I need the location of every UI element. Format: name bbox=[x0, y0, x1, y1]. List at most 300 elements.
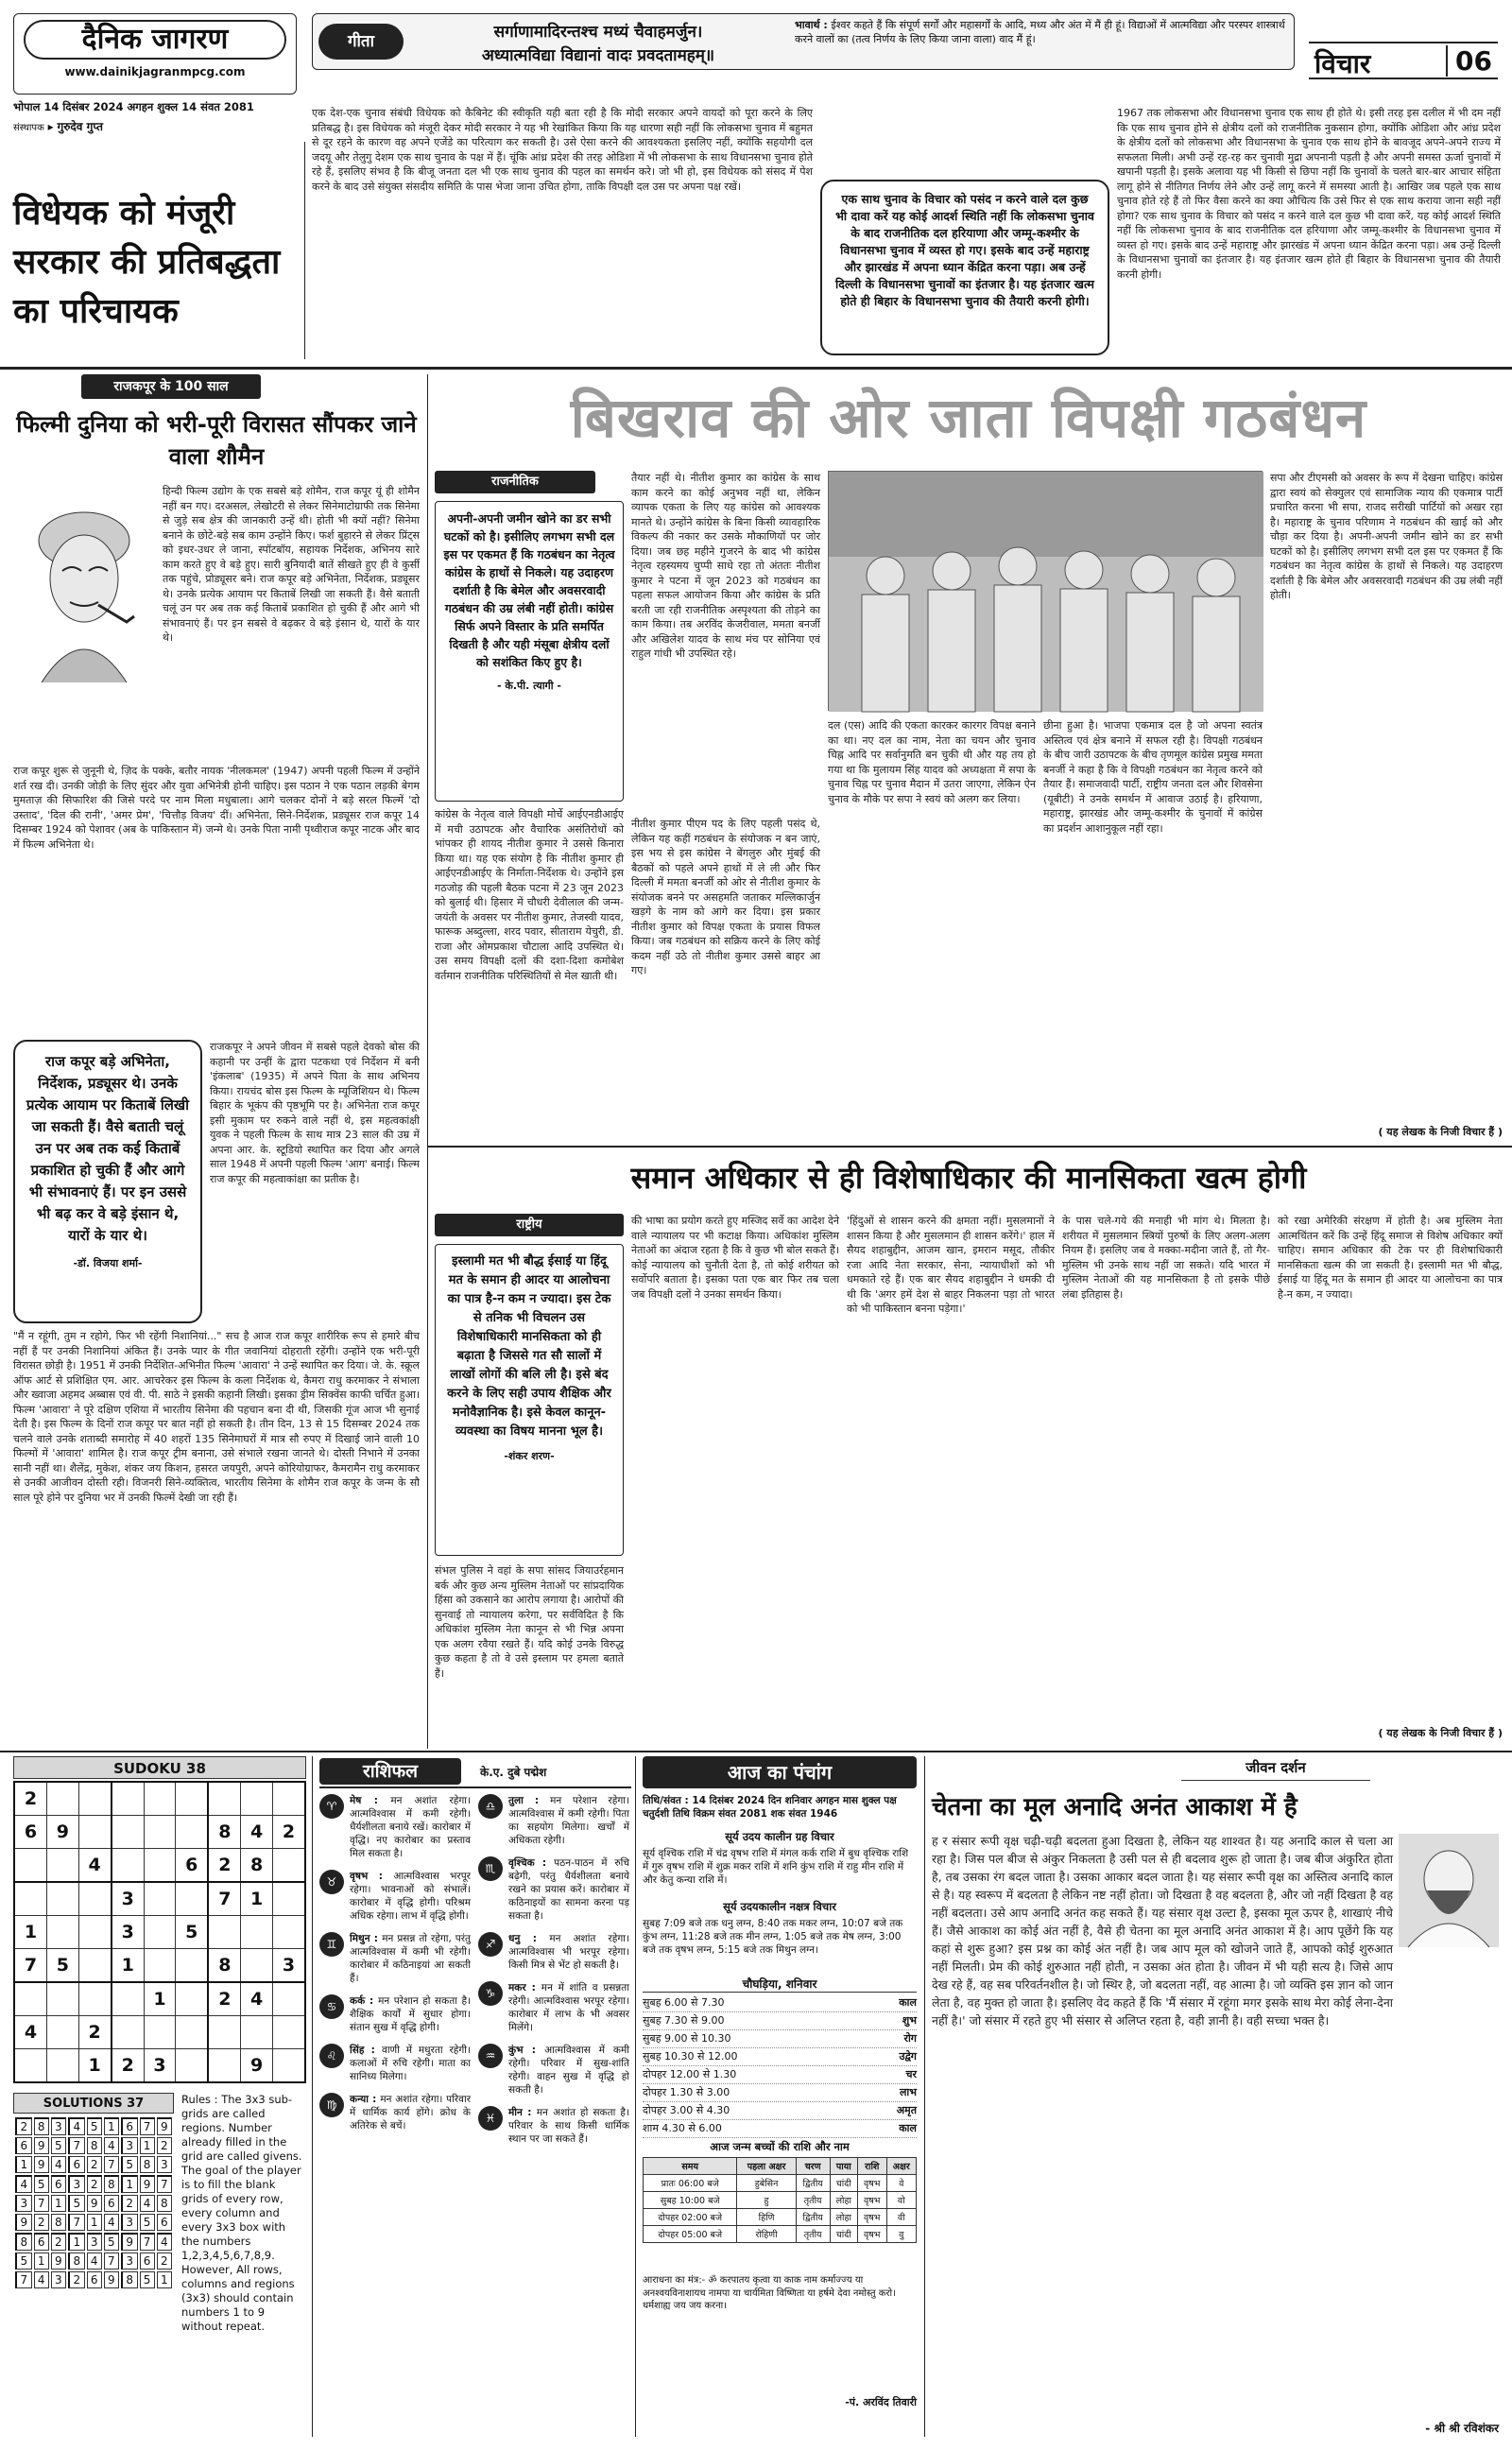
samaan-tag: राष्ट्रीय bbox=[435, 1214, 624, 1236]
sudoku-cell[interactable]: 3 bbox=[112, 1882, 145, 1916]
rashi-entry bbox=[319, 2044, 471, 2083]
solution-cell: 1 bbox=[87, 2214, 102, 2231]
solution-cell: 9 bbox=[140, 2175, 155, 2193]
choghadiya-row bbox=[643, 2066, 917, 2084]
samaan-headline: समान अधिकार से ही विशेषाधिकार की मानसिकता खत्म होगी bbox=[630, 1160, 1307, 1196]
sudoku-cell[interactable] bbox=[144, 1816, 176, 1849]
solution-cell: 1 bbox=[157, 2271, 172, 2288]
sudoku-cell[interactable] bbox=[241, 2016, 273, 2049]
solution-cell: 3 bbox=[157, 2156, 172, 2173]
solution-cell: 7 bbox=[68, 2137, 85, 2154]
rashi-prediction: मन अशांत हो सकता है। परिवार के साथ किसी धार्मिक स्थान पर जा सकते हैं। bbox=[508, 2107, 629, 2145]
rashifal-col-1 bbox=[319, 1794, 471, 2418]
born-table-cell: तृतीय bbox=[796, 2226, 830, 2243]
choghadiya-name: रोग bbox=[903, 2032, 917, 2045]
choghadiya-time: दोपहर 12.00 से 1.30 bbox=[643, 2068, 737, 2080]
rajkapoor-portrait-sketch bbox=[13, 484, 155, 682]
choghadiya-name: चर bbox=[905, 2068, 917, 2080]
born-table-header: राशि bbox=[857, 2158, 886, 2175]
sudoku-cell[interactable] bbox=[272, 1848, 305, 1882]
table-row bbox=[644, 2209, 917, 2226]
sudoku-cell[interactable]: 2 bbox=[208, 1848, 241, 1882]
rashi-entry bbox=[478, 2044, 629, 2097]
solution-cell: 3 bbox=[51, 2271, 66, 2288]
sudoku-cell[interactable] bbox=[272, 2048, 305, 2082]
solution-cell: 6 bbox=[87, 2271, 102, 2288]
sudoku-cell[interactable]: 4 bbox=[78, 1848, 112, 1882]
rashi-prediction: मन परेशान हो सकता है। शैक्षिक कार्यों में सुधार होगा। संतान सुख में वृद्धि होगी। bbox=[350, 1995, 472, 2033]
sudoku-cell[interactable] bbox=[47, 2016, 79, 2049]
rashi-text bbox=[350, 1870, 471, 1923]
panchang-intro: तिथि/संवत : 14 दिसंबर 2024 दिन शनिवार अगहन मास शुक्ल पक्ष चतुर्दशी तिथि विक्रम संवत 2081 शक संवत 1946 bbox=[643, 1795, 897, 1820]
choghadiya-row bbox=[643, 2048, 917, 2066]
sudoku-cell[interactable]: 3 bbox=[144, 2048, 176, 2082]
choghadiya-time: सुबह 6.00 से 7.30 bbox=[643, 1996, 725, 2009]
solution-cell: 6 bbox=[157, 2214, 172, 2231]
sudoku-cell[interactable] bbox=[47, 1982, 79, 2016]
sudoku-cell[interactable] bbox=[208, 2016, 241, 2049]
zodiac-icon: ♈ bbox=[319, 1794, 344, 1819]
born-table-cell: वे bbox=[886, 2175, 916, 2192]
choghadiya-time: दोपहर 1.30 से 3.00 bbox=[643, 2086, 730, 2098]
solution-cell: 4 bbox=[157, 2233, 172, 2251]
solution-cell: 2 bbox=[68, 2271, 85, 2288]
solution-cell: 7 bbox=[68, 2214, 85, 2231]
sudoku-cell[interactable]: 1 bbox=[112, 1948, 145, 1982]
sudoku-cell[interactable] bbox=[78, 1982, 112, 2016]
gita-box bbox=[312, 13, 1295, 70]
rashifal-title: राशिफल bbox=[362, 1761, 419, 1782]
divider bbox=[427, 374, 428, 1749]
sudoku-cell[interactable] bbox=[112, 1848, 145, 1882]
sudoku-cell[interactable]: 8 bbox=[208, 1816, 241, 1849]
divider bbox=[427, 1146, 1512, 1148]
choghadiya-time: सुबह 9.00 से 10.30 bbox=[643, 2032, 731, 2045]
sudoku-cell[interactable] bbox=[272, 1982, 305, 2016]
choghadiya-name: काल bbox=[899, 2122, 917, 2134]
rashi-entry bbox=[319, 1870, 471, 1923]
born-table-cell: द्वितीय bbox=[796, 2209, 830, 2226]
sudoku-cell[interactable]: 4 bbox=[241, 1982, 273, 2016]
solution-cell: 5 bbox=[104, 2233, 119, 2251]
rajkapoor-portrait bbox=[13, 484, 155, 682]
rashi-name: धनु : bbox=[508, 1933, 550, 1944]
solution-cell: 8 bbox=[68, 2253, 85, 2270]
divider bbox=[304, 142, 305, 359]
sudoku-cell[interactable]: 2 bbox=[14, 1782, 47, 1816]
solution-cell: 6 bbox=[51, 2175, 66, 2193]
choghadiya-row bbox=[643, 2012, 917, 2030]
sudoku-cell[interactable]: 3 bbox=[112, 1916, 145, 1949]
sudoku-cell[interactable] bbox=[78, 1882, 112, 1916]
solution-cell: 2 bbox=[34, 2214, 49, 2231]
rashi-entry bbox=[478, 1856, 629, 1923]
sudoku-cell[interactable]: 1 bbox=[144, 1982, 176, 2016]
samaan-col-2: की भाषा का प्रयोग करते हुए मस्जिद सर्वे का आदेश देने वाले न्यायालय पर भी कटाक्ष किया। अधिकांश मुस्लिम नेताओं का अंदाज रहता है कि वे कुछ भी बोल सकते हैं। कोई न्यायालय को चुनौती देता है, तो कोई शरीयत को सर्वोपरि बताता है। इसका पता एक बार फिर तब चला जब विपक्षी दलों ने उनका समर्थन किया। bbox=[631, 1215, 843, 1301]
rashi-prediction: वाणी में मधुरता रहेगी। कलाओं में रुचि रहेगी। माता का सानिध्य मिलेगा। bbox=[350, 2045, 471, 2082]
rashi-name: मेष : bbox=[350, 1795, 391, 1806]
solution-cell: 3 bbox=[51, 2117, 66, 2135]
samaan-col-3: 'हिंदुओं से शासन करने की क्षमता नहीं। मुसलमानों ने शासन किया है और मुसलमान ही शासन करेंगे।' हाल में सैयद शहाबुद्दीन, आजम खान, इमरान मसूद, तौकीर रजा आदि नेता सरकार, सेना, न्यायाधीशों को भी धमकाते रहे हैं। एक बार सैयद शहाबुद्दीन ने धमकी दी थी कि 'अगर हमें देश से बाहर निकलना पड़ा तो भारत को भी पाकिस्तान बनना पड़ेगा।' bbox=[847, 1215, 1058, 1315]
sudoku-cell[interactable]: 8 bbox=[241, 1848, 273, 1882]
solution-cell: 2 bbox=[87, 2156, 102, 2173]
rashi-entry bbox=[319, 1932, 471, 1985]
rashi-prediction: मन में शांति व प्रसन्नता रहेगी। आत्मविश्वास भरपूर रहेगा। कारोबार में लाभ के भी अवसर मिलेंगे। bbox=[508, 1982, 629, 2033]
rashi-name: मीन : bbox=[508, 2107, 537, 2118]
born-table-header: चरण bbox=[796, 2158, 830, 2175]
solutions-title: SOLUTIONS 37 bbox=[43, 2097, 145, 2111]
sudoku-cell[interactable] bbox=[208, 1916, 241, 1949]
sudoku-cell[interactable]: 1 bbox=[78, 2048, 112, 2082]
rashi-name: मकर : bbox=[508, 1982, 541, 1994]
gathbandhan-col-2: तैयार नहीं थे। नीतीश कुमार का कांग्रेस के साथ काम करने का कोई अनुभव नहीं था, लेकिन व्यापक एकता के लिए यह कांग्रेस को आवश्यक मानते थे। उन्होंने कांग्रेस के बिना किसी व्यावहारिक विकल्प की नकार कर उसके मौकाणियों पर जोर दिया। जब छह महीने गुजरने के बाद भी कांग्रेस नेतृत्व रहस्यमय चुप्पी साधे रहा तो अंततः नीतीश कुमार ने पटना में जून 2023 को गठबंधन का पहला सफल आयोजन किया और कांग्रेस के प्रति बरती जा रही राजनीतिक अस्पृश्यता की तोड़ने का काम किया। तब अरविंद केजरीवाल, ममता बनर्जी और अखिलेश यादव के साथ मंच पर सोनिया एवं राहुल गांधी भी उपस्थित रहे। bbox=[631, 472, 824, 660]
choghadiya-name: लाभ bbox=[899, 2086, 917, 2098]
jeevan-tag: जीवन दर्शन bbox=[1246, 1759, 1306, 1776]
sudoku-cell[interactable] bbox=[14, 1848, 47, 1882]
sudoku-cell[interactable] bbox=[241, 1916, 273, 1949]
rajkapoor-tag: राजकपूर के 100 साल bbox=[81, 374, 261, 399]
born-table-cell: रोहिणी bbox=[737, 2226, 796, 2243]
sudoku-cell[interactable] bbox=[208, 2048, 241, 2082]
divider bbox=[0, 367, 1512, 370]
zodiac-icon: ♐ bbox=[478, 1932, 503, 1957]
rashi-prediction: मन अशांत रहेगा। परिवार में धार्मिक कार्य होंगे। क्रोध के अतिरेक से बचें। bbox=[350, 2094, 472, 2132]
gathbandhan-pull-quote-text: अपनी-अपनी जमीन खोने का डर सभी घटकों को है। इसीलिए लगभग सभी दल इस पर एकमत हैं कि गठबंधन का नेतृत्व कांग्रेस के हाथों से निकले। यह उदाहरण दर्शाती है कि बेमेल और अवसरवादी गठबंधन की उम्र लंबी नहीं होती। कांग्रेस सिर्फ अपने विस्तार के प्रति समर्पित दिखती है और यही मंसूबा क्षेत्रीय दलों को सशंकित किए हुए है। bbox=[443, 511, 615, 669]
sudoku-cell[interactable] bbox=[176, 1948, 209, 1982]
born-table-cell: वी bbox=[886, 2209, 916, 2226]
divider bbox=[924, 1756, 925, 2437]
solution-cell: 4 bbox=[34, 2271, 49, 2288]
sudoku-cell[interactable]: 9 bbox=[47, 1816, 79, 1849]
gathbandhan-tag: राजनीतिक bbox=[435, 471, 595, 493]
born-table-cell: हुबेसिन bbox=[737, 2175, 796, 2192]
sudoku-cell[interactable] bbox=[47, 1916, 79, 1949]
rashi-name: कन्या : bbox=[350, 2094, 381, 2105]
gathbandhan-col-5: छीना हुआ है। भाजपा एकमात्र दल है जो अपना स्वतंत्र अस्तित्व एवं क्षेत्र बनाने में सफल रही है। विपक्षी गठबंधन के बीच जारी उठापटक के बीच तृणमूल कांग्रेस प्रमुख ममता बनर्जी ने कहा है कि वे विपक्षी गठबंधन का नेतृत्व करने को तैयार हैं। समाजवादी पार्टी, राष्ट्रीय जनता दल और शिवसेना (यूबीटी) ने उनके समर्थन में आवाज उठाई है। हरियाणा, महाराष्ट्र, झारखंड और जम्मू-कश्मीर के चुनावों में कांग्रेस का प्रदर्शन आशानुकूल नहीं रहा। bbox=[1043, 719, 1266, 835]
sudoku-cell[interactable] bbox=[241, 1948, 273, 1982]
gathbandhan-quote-author: - के.पी. त्यागी - bbox=[497, 680, 561, 692]
gathbandhan-pull-quote bbox=[435, 501, 624, 802]
sudoku-cell[interactable] bbox=[272, 1782, 305, 1816]
solution-cell: 4 bbox=[68, 2117, 85, 2135]
panchang-aradhana: आराधना का मंत्र:- ॐ करपातय कृत्वा या काक नाम कर्माज्ज्य या अनश्वयविनाशायच नामपा या चार्यमिता विष्णिता या हर्षमे देवा नमोस्तु करो। धर्मशाह्य जय जय करना। bbox=[643, 2275, 896, 2311]
rajkapoor-body-3: राजकपूर ने अपने जीवन में सबसे पहले देवको बोस की कहानी पर उन्हीं के द्वारा पटकथा एवं निर्देशन में बनी 'इंकलाब' (1935) में अपने पिता के साथ अभिनय किया। रायचंद बोस इस फिल्म के म्यूजिशियन थे। फिल्म बिहार के भूकंप की पृष्ठभूमि पर है। अभिनेता राज कपूर इसी मुकाम पर रुकने वाले नहीं थे, इस महत्वकांक्षी युवक ने पहली फिल्म के साथ मात्र 23 साल की उम्र में अपना आर. के. स्टूडियो स्थापित कर दिया और अगले साल 1948 में अपनी पहली फिल्म 'आग' बनाई। फिल्म राज कपूर की महत्वाकांक्षा का प्रतीक है। bbox=[210, 1041, 423, 1185]
samaan-disclaimer: ( यह लेखक के निजी विचार हैं ) bbox=[1378, 1727, 1503, 1739]
masthead-logo-box bbox=[13, 13, 297, 95]
born-table-cell: लोहा bbox=[830, 2192, 857, 2209]
rashi-entry bbox=[478, 1932, 629, 1972]
sudoku-cell[interactable] bbox=[176, 2016, 209, 2049]
sudoku-cell[interactable] bbox=[176, 1982, 209, 2016]
solution-cell: 6 bbox=[121, 2117, 138, 2135]
sudoku-cell[interactable] bbox=[144, 1848, 176, 1882]
solution-cell: 1 bbox=[140, 2137, 155, 2154]
editorial-col-2: 1967 तक लोकसभा और विधानसभा चुनाव एक साथ ही होते थे। इसी तरह इस दलील में भी दम नहीं कि एक साथ चुनाव होने से क्षेत्रीय दलों को राजनीतिक नुकसान होगा, क्योंकि ओडिशा और आंध्र प्रदेश के क्षेत्रीय दलों को लोकसभा और विधानसभा के चुनाव एक साथ होने के बावजूद अपने-अपने राज्य में सफलता मिली। अभी उन्हें रह-रह कर चुनावी मुद्रा अपनानी पड़ती है और अपनी समस्त ऊर्जा चुनावों में खपानी पड़ती है। इसके अलावा यह भी किसी से छिपा नहीं कि चुनावों के चलते बार-बार आचार संहिता लागू होने से नीतिगत निर्णय लेने और उन्हें लागू करने में समस्या आती है। आखिर जब पहले एक साथ चुनाव होते रहे हैं तो फिर वैसा करने का क्या औचित्य कि उसे फिर से एक साथ कराया जाना सही नहीं होगा? एक साथ चुनाव के विचार को पसंद न करने वाले दल कुछ भी दावा करें, यह कोई आदर्श स्थिति नहीं कि लोकसभा चुनाव के बाद राजनीतिक दल हरियाणा और जम्मू-कश्मीर के विधानसभा चुनाव में व्यस्त हो गए। इसके बाद उन्हें महाराष्ट्र और झारखंड में अपना ध्यान केंद्रित करना पड़ा। अब उन्हें दिल्ली के विधानसभा चुनावों का इंतजार है। यह इंतजार खत्म होते ही बिहार के विधानसभा चुनाव की तैयारी करनी होगी। bbox=[1117, 107, 1504, 281]
bhavarth bbox=[795, 18, 1286, 46]
jeevan-portrait bbox=[1399, 1834, 1499, 1947]
born-table-cell: लोहा bbox=[830, 2209, 857, 2226]
sudoku-cell[interactable] bbox=[78, 1816, 112, 1849]
sudoku-cell[interactable] bbox=[241, 1782, 273, 1816]
rashi-entry bbox=[478, 1794, 629, 1847]
solution-cell: 1 bbox=[51, 2195, 66, 2212]
sudoku-cell[interactable] bbox=[144, 1948, 176, 1982]
rashi-name: तुला : bbox=[508, 1795, 551, 1806]
sudoku-cell[interactable]: 5 bbox=[47, 1948, 79, 1982]
panchang-lagna-text: सुबह 7:09 बजे तक धनु लग्न, 8:40 तक मकर लग्न, 10:07 बजे तक कुंभ लग्न, 11:28 बजे तक मीन लग्न, 1:05 बजे तक मेष लग्न, 3:00 बजे तक वृषभ लग्न, 5:15 बजे तक मिथुन लग्न। bbox=[643, 1918, 903, 1956]
sudoku-title: SUDOKU 38 bbox=[113, 1760, 206, 1777]
gita-shloka-1: सर्गाणामादिरन्तश्च मध्यं चैवाहमर्जुन। bbox=[493, 23, 703, 42]
jeevan-body: ह र संसार रूपी वृक्ष चढ़ी-चढ़ी बदलता हुआ दिखता है, लेकिन यह शाश्वत है। यह अनादि काल से चला आ रहा है। जिस पल बीज से अंकुर निकलता है उसी पल से ही बदलाव शुरू हो जाता है। जब बीज अंकुरित होता है, तब उसका रंग बदल जाता है। उसका आकार बदल जाता है। यह संसार रूपी वृक्ष का अस्तित्व अनादि काल से है। यह स्वरूप में बदलता है लेकिन नष्ट नहीं होता। जो दिखता है वह बदलता है, और जो नहीं दिखता है वह नहीं बदलता। उसे आप अनादि अनंत कह सकते हैं। यह संसार वृक्ष उल्टा है, इसका मूल ऊपर है, शाखाएं नीचे हैं। जैसे आकाश का कोई अंत नहीं है, वैसे ही चेतना का मूल अनादि अनंत आकाश में है। आप पूछेंगे कि यह कहां से शुरू हुआ? इस प्रश्न का कोई अंत नहीं है। जब आप मूल को खोजने जाते हैं, आपको कोई शुरुआत नहीं मिलती। प्रेम की कोई शुरुआत नहीं होती, न उसका अंत होता है। जीवन में भी यही सत्य है। जिसे आप देख रहे हैं, वह सब परिवर्तनशील है। जो स्थिर है, जो बदलता नहीं, वह आत्मा है। जो व्यक्ति इस ज्ञान को जान लेता है, वह मुक्त हो जाता है। इसलिए वेद कहते हैं कि 'मैं संसार में रहूंगा मगर इसके साथ मेरा कोई लेना-देना नहीं है।' जो संसार में रहते हुए भी संसार से अलिप्त रहता है, वही ज्ञानी है। वही सच्चा भक्त है। bbox=[932, 1834, 1397, 2028]
solution-cell: 9 bbox=[104, 2271, 119, 2288]
panchang-title: आज का पंचांग bbox=[727, 1761, 833, 1784]
solution-cell: 1 bbox=[34, 2253, 49, 2270]
solution-cell: 8 bbox=[104, 2175, 119, 2193]
solution-cell: 9 bbox=[157, 2117, 172, 2135]
solution-cell: 1 bbox=[104, 2117, 119, 2135]
sudoku-cell[interactable] bbox=[144, 2016, 176, 2049]
sudoku-cell[interactable]: 6 bbox=[14, 1816, 47, 1849]
born-table-cell: द्वितीय bbox=[796, 2175, 830, 2192]
paper-logo bbox=[24, 20, 286, 60]
jeevan-tag-box bbox=[1181, 1756, 1370, 1781]
sudoku-cell[interactable]: 9 bbox=[241, 2048, 273, 2082]
solution-cell: 9 bbox=[34, 2156, 49, 2173]
solution-cell: 9 bbox=[34, 2137, 49, 2154]
solution-cell: 2 bbox=[121, 2195, 138, 2212]
gathbandhan-col-6: सपा और टीएमसी को अवसर के रूप में देखना चाहिए। कांग्रेस द्वारा स्वयं को सेक्युलर एवं सामाजिक न्याय की एकमात्र पार्टी प्रचारित करना भी सपा, राजद सरीखी पार्टियों को अखर रहा है। महाराष्ट्र के चुनाव परिणाम ने गठबंधन की खाई को और चौड़ा कर दिया है। अपनी-अपनी जमीन खोने का डर सभी घटकों को है। इसीलिए लगभग सभी दल इस पर एकमत हैं कि गठबंधन का नेतृत्व कांग्रेस के हाथों से निकले। यह उदाहरण दर्शाती है कि बेमेल और अवसरवादी गठबंधन की उम्र लंबी नहीं होती। bbox=[1270, 472, 1506, 601]
choghadiya-list bbox=[643, 1994, 917, 2134]
zodiac-icon: ♋ bbox=[319, 1994, 344, 2019]
choghadiya-row bbox=[643, 2084, 917, 2102]
gathbandhan-col-4: दल (एस) आदि की एकता कारकर कारगर विपक्ष बनाने का था। नए दल का नाम, नेता का चयन और चुनाव चिह्न आदि पर सर्वानुमति बन चुकी थी और यह तय हो गया था कि मुलायम सिंह यादव को अध्यक्षता में सपा के चुनाव चिह्न पर चुनाव मैदान में उतरा जाएगा, लेकिन ऐन चुनाव के मौके पर सपा ने स्वयं को अलग कर लिया। bbox=[828, 719, 1040, 805]
sudoku-cell[interactable] bbox=[14, 2048, 47, 2082]
sudoku-cell[interactable] bbox=[144, 1782, 176, 1816]
born-table-header: अक्षर bbox=[886, 2158, 916, 2175]
solution-cell: 1 bbox=[15, 2156, 32, 2173]
sudoku-cell[interactable] bbox=[176, 1782, 209, 1816]
sudoku-cell[interactable] bbox=[208, 1782, 241, 1816]
dateline: भोपाल 14 दिसंबर 2024 अगहन शुक्ल 14 संवत 2081 bbox=[13, 100, 254, 113]
born-table-cell: प्रातः 06:00 बजे bbox=[644, 2175, 737, 2192]
panchang-sunrise-text: सूर्य वृश्चिक राशि में चंद्र वृषभ राशि में मंगल कर्क राशि में बुध वृश्चिक राशि में गुरु वृषभ राशि में शुक्र मकर राशि में शनि कुंभ राशि में राहु मीन राशि में और केतु कन्या राशि में। bbox=[643, 1848, 909, 1886]
panchang-born-head: आज जन्म बच्चों की राशि और नाम bbox=[710, 2140, 850, 2153]
born-table-cell: वृषभ bbox=[857, 2192, 886, 2209]
rashi-name: मिथुन : bbox=[350, 1933, 383, 1944]
rashi-name: कुंभ : bbox=[508, 2045, 545, 2056]
leaders-photo-sketch bbox=[829, 472, 1263, 712]
choghadiya-time: सुबह 10.30 से 12.00 bbox=[643, 2050, 738, 2063]
born-table-cell: सुबह 10:00 बजे bbox=[644, 2192, 737, 2209]
sudoku-cell[interactable]: 7 bbox=[14, 1948, 47, 1982]
solution-cell: 5 bbox=[15, 2253, 32, 2270]
panchang-header bbox=[643, 1756, 917, 1788]
solution-cell: 3 bbox=[15, 2195, 32, 2212]
gathbandhan-photo bbox=[828, 471, 1263, 711]
rashi-entry bbox=[319, 1794, 471, 1860]
rajkapoor-pull-quote bbox=[13, 1040, 202, 1323]
born-table-cell: दोपहर 02:00 बजे bbox=[644, 2209, 737, 2226]
paper-name: दैनिक जागरण bbox=[81, 23, 229, 56]
sudoku-cell[interactable] bbox=[112, 1782, 145, 1816]
rashi-prediction: मन प्रसन्न तो रहेगा, परंतु आत्मविश्वास में कमी भी रहेगी। कारोबार में कठिनाइयां आ सकती हैं। bbox=[350, 1933, 471, 1984]
sudoku-cell[interactable]: 1 bbox=[14, 1916, 47, 1949]
sudoku-cell[interactable] bbox=[47, 1848, 79, 1882]
sudoku-cell[interactable] bbox=[78, 1916, 112, 1949]
sudoku-cell[interactable]: 5 bbox=[176, 1916, 209, 1949]
section-name: विचार bbox=[1314, 48, 1371, 79]
solution-cell: 1 bbox=[121, 2175, 138, 2193]
solution-cell: 3 bbox=[121, 2214, 138, 2231]
solution-cell: 7 bbox=[15, 2271, 32, 2288]
author-portrait-sketch bbox=[1399, 1834, 1499, 1947]
page-number: 06 bbox=[1446, 45, 1492, 77]
sudoku-cell[interactable] bbox=[78, 1948, 112, 1982]
zodiac-icon: ♉ bbox=[319, 1870, 344, 1894]
website[interactable]: www.dainikjagranmpcg.com bbox=[64, 65, 246, 78]
samaan-col-5: को रखा अमेरिकी संरक्षण में होती है। अब मुस्लिम नेता आत्मचिंतन करें कि उन्हें हिंदू समाज से विशेष अधिकार क्यों चाहिए। समान अधिकार की टेक पर ही विशेषाधिकारी मानसिकता खत्म की जा सकती है। इस्लामी मत भी बौद्ध, ईसाई या हिंदू मत के समान ही आदर या आलोचना का पात्र है-न कम, न ज्यादा। bbox=[1278, 1215, 1506, 1301]
sudoku-cell[interactable] bbox=[112, 1982, 145, 2016]
gathbandhan-col-1: कांग्रेस के नेतृत्व वाले विपक्षी मोर्चे आईएनडीआईए में मची उठापटक और वैचारिक असंतिरोधों को भांपकर ही शायद नीतीश कुमार ने उससे किनारा किया था। यह एक संयोग है कि नीतीश कुमार ही आईएनडीआईए के निर्माता-निर्देशक थे। उन्होंने इस गठजोड़ की पहली बैठक पटना में 23 जून 2023 को बुलाई थी। हिसार में चौधरी देवीलाल की जन्म-जयंती के अवसर पर नीतीश कुमार, तेजस्वी यादव, फारूक अब्दुल्ला, शरद पवार, सीताराम येचुरी, डी. राजा और ओमप्रकाश चौटाला आदि उपस्थित थे। उस समय विपक्षी दलों की दशा-दिशा कमोबेश वर्तमान राजनीतिक परिस्थितियों से मेल खाती थी। bbox=[435, 808, 627, 982]
sudoku-cell[interactable] bbox=[272, 2016, 305, 2049]
sudoku-cell[interactable]: 4 bbox=[241, 1816, 273, 1849]
solution-cell: 4 bbox=[51, 2156, 66, 2173]
gita-label-badge bbox=[318, 24, 404, 60]
rashi-text bbox=[508, 2106, 629, 2146]
solution-cell: 4 bbox=[104, 2137, 119, 2154]
rashi-text bbox=[508, 1932, 629, 1972]
solution-cell: 8 bbox=[157, 2195, 172, 2212]
sudoku-cell[interactable] bbox=[144, 1916, 176, 1949]
sudoku-cell[interactable] bbox=[14, 1882, 47, 1916]
rashi-prediction: मन परेशान रहेगा। आत्मविश्वास में कमी रहेगी। पिता का सहयोग मिलेगा। खर्चों में अधिकता रहेगी। bbox=[508, 1795, 629, 1846]
table-row bbox=[644, 2175, 917, 2192]
rashi-entry bbox=[478, 2106, 629, 2146]
sudoku-cell[interactable] bbox=[112, 1816, 145, 1849]
sudoku-cell[interactable] bbox=[272, 1916, 305, 1949]
sudoku-cell[interactable] bbox=[272, 1882, 305, 1916]
solutions-header bbox=[13, 2093, 174, 2114]
choghadiya-row bbox=[643, 2102, 917, 2120]
rashi-text bbox=[508, 1856, 629, 1923]
solution-cell: 3 bbox=[121, 2253, 138, 2270]
born-table-cell: वु bbox=[886, 2226, 916, 2243]
sudoku-cell[interactable] bbox=[112, 2016, 145, 2049]
sudoku-cell[interactable] bbox=[14, 1982, 47, 2016]
rashi-prediction: आत्मविश्वास भरपूर रहेगा। भावनाओं को संभालें। कारोबार में वृद्धि होगी। परिश्रम अधिक रहेगा। लाभ में वृद्धि होगी। bbox=[350, 1871, 471, 1922]
zodiac-icon: ♍ bbox=[319, 2093, 344, 2117]
founder-name: गुरुदेव गुप्त bbox=[57, 120, 103, 133]
solution-cell: 6 bbox=[15, 2137, 32, 2154]
rashi-name: सिंह : bbox=[350, 2045, 382, 2056]
editorial-headline: विधेयक को मंजूरी सरकार की प्रतिबद्धता का परिचायक bbox=[13, 194, 281, 331]
jeevan-headline: चेतना का मूल अनादि अनंत आकाश में है bbox=[932, 1793, 1297, 1821]
sudoku-cell[interactable]: 2 bbox=[208, 1982, 241, 2016]
born-table-cell: वृषभ bbox=[857, 2209, 886, 2226]
choghadiya-row bbox=[643, 2030, 917, 2048]
sudoku-cell[interactable] bbox=[47, 1882, 79, 1916]
sudoku-cell[interactable] bbox=[47, 2048, 79, 2082]
rashi-text bbox=[350, 1932, 471, 1985]
sudoku-cell[interactable]: 3 bbox=[272, 1948, 305, 1982]
sudoku-cell[interactable]: 8 bbox=[208, 1948, 241, 1982]
rashi-text bbox=[350, 1994, 471, 2034]
sudoku-cell[interactable]: 4 bbox=[14, 2016, 47, 2049]
choghadiya-name: अमृत bbox=[896, 2104, 917, 2116]
sudoku-cell[interactable]: 2 bbox=[272, 1816, 305, 1849]
solution-cell: 5 bbox=[87, 2117, 102, 2135]
rashi-prediction: पठन-पाठन में रुचि बढ़ेगी, परंतु धैर्यशीलता बनाये रखने का प्रयास करें। कारोबार में कठिनाइयों का सामना करना पड़ सकता है। bbox=[508, 1857, 629, 1922]
divider bbox=[635, 1756, 636, 2437]
jeevan-author: - श्री श्री रविशंकर bbox=[1425, 2422, 1499, 2435]
sudoku-cell[interactable] bbox=[144, 1882, 176, 1916]
rashi-entry bbox=[319, 2093, 471, 2132]
rajkapoor-body-1: हिन्दी फिल्म उद्योग के एक सबसे बड़े शोमैन, राज कपूर यूं ही शोमैन नहीं बन गए। दरअसल, लेखोटरी से लेकर सिनेमाटोग्राफी तक सिनेमा से जुड़े सब क्षेत्र की जानकारी उन्हें थी। होती भी क्यों नहीं? सिनेमा बनाने के छोटे-बड़े सब काम उन्होंने किए। फर्श बुहारने से लेकर प्रिंट्स को इधर-उधर ले जाना, स्पॉटबॉय, सहायक निर्देशक, अभिनय सारे काम करते हुए वे बड़े हुए। सारी बुनियादी बातें सीखते हुए ही वे कुर्सी तक पहुंचे, प्रोड्यूसर बने। राज कपूर बड़े अभिनेता, निर्देशक, प्रड्यूसर थे। उनके प्रत्येक आयाम पर किताबें लिखी जा सकती हैं। वैसे बताती चलूं उन पर अब तक कई किताबें प्रकाशित हो चुकी हैं और आगे भी संभावनाएं हैं। पर इन सबसे वे बढ़कर वे बड़े इंसान थे, यारों के यार थे। bbox=[163, 485, 423, 644]
born-table-header: समय bbox=[644, 2158, 737, 2175]
solution-cell: 7 bbox=[140, 2117, 155, 2135]
rashi-text bbox=[508, 1981, 629, 2034]
panchang-choghadiya-head: चौघड़िया, शनिवार bbox=[643, 1976, 917, 1993]
sudoku-cell[interactable] bbox=[176, 1882, 209, 1916]
choghadiya-row bbox=[643, 2120, 917, 2138]
zodiac-icon: ♏ bbox=[478, 1856, 503, 1881]
bhavarth-label: भावार्थ : bbox=[795, 19, 828, 31]
solution-cell: 7 bbox=[140, 2233, 155, 2251]
sudoku-cell[interactable]: 2 bbox=[78, 2016, 112, 2049]
sudoku-cell[interactable] bbox=[176, 2048, 209, 2082]
solution-cell: 4 bbox=[87, 2253, 102, 2270]
solution-cell: 5 bbox=[51, 2137, 66, 2154]
rashi-prediction: मन अशांत रहेगा। आत्मविश्वास भी भरपूर रहेगा। किसी मित्र से भेंट हो सकती है। bbox=[508, 1933, 629, 1971]
sudoku-grid[interactable] bbox=[13, 1781, 306, 2083]
born-table bbox=[643, 2157, 917, 2243]
solution-cell: 3 bbox=[68, 2175, 85, 2193]
zodiac-icon: ♑ bbox=[478, 1981, 503, 2006]
sudoku-cell[interactable]: 1 bbox=[241, 1882, 273, 1916]
zodiac-icon: ♓ bbox=[478, 2106, 503, 2131]
solution-cell: 4 bbox=[140, 2195, 155, 2212]
sudoku-cell[interactable]: 7 bbox=[208, 1882, 241, 1916]
sudoku-cell[interactable] bbox=[47, 1782, 79, 1816]
solution-cell: 9 bbox=[87, 2195, 102, 2212]
born-table-cell: हु bbox=[737, 2192, 796, 2209]
rashi-text bbox=[350, 1794, 471, 1860]
born-table-cell: चांदी bbox=[830, 2226, 857, 2243]
rashifal-header bbox=[319, 1756, 631, 1788]
choghadiya-name: उद्वेग bbox=[899, 2050, 917, 2063]
rashi-text bbox=[508, 1794, 629, 1847]
choghadiya-time: सुबह 7.30 से 9.00 bbox=[643, 2014, 725, 2027]
sudoku-cell[interactable]: 6 bbox=[176, 1848, 209, 1882]
solution-cell: 4 bbox=[15, 2175, 32, 2193]
table-row bbox=[644, 2226, 917, 2243]
editorial-pull-quote-text: एक साथ चुनाव के विचार को पसंद न करने वाले दल कुछ भी दावा करें यह कोई आदर्श स्थिति नहीं कि लोकसभा चुनाव के बाद राजनीतिक दल हरियाणा और जम्मू-कश्मीर के विधानसभा चुनाव में व्यस्त हो गए। इसके बाद उन्हें महाराष्ट्र और झारखंड में अपना ध्यान केंद्रित करना पड़ा। अब उन्हें दिल्ली के विधानसभा चुनावों का इंतजार है। यह इंतजार खत्म होते ही बिहार के विधानसभा चुनाव की तैयारी करनी होगी। bbox=[835, 192, 1094, 308]
solution-cell: 2 bbox=[15, 2117, 32, 2135]
sudoku-cell[interactable] bbox=[176, 1816, 209, 1849]
editorial-col-1: एक देश-एक चुनाव संबंधी विधेयक को कैबिनेट की स्वीकृति यही बता रही है कि मोदी सरकार अपने वायदों को पूरा करने के लिए प्रतिबद्ध है। इस विधेयक को मंजूरी देकर मोदी सरकार ने यह भी रेखांकित किया कि यह धारणा सही नहीं कि लोकसभा चुनाव में बहुमत से दूर रहने के कारण वह अपने एजेंडे का परित्याग कर सकती है। उसे ऐसा करने की आवश्यकता इसलिए नहीं, क्योंकि सहयोगी दल जदयू और तेलुगु देशम एक साथ चुनाव के पक्ष में हैं। चूंकि आंध्र प्रदेश की तरह ओडिशा में भी लोकसभा के साथ विधानसभा चुनाव होते रहे हैं, इसलिए संभव है कि बीजू जनता दल भी एक साथ चुनाव की पहल का समर्थन करे। जो भी हो, इस विधेयक को संसद में पेश करने के बाद उसे संयुक्त संसदीय समिति के पास भेजा जाना उचित होगा, ताकि विपक्षी दल उस पर अपना पक्ष रखें। bbox=[312, 107, 816, 193]
panchang-lagna-head: सूर्य उदयकालीन नक्षत्र विचार bbox=[723, 1900, 836, 1913]
bhavarth-text: ईश्वर कहते हैं कि संपूर्ण सर्गों और महासर्गों के आदि, मध्य और अंत में मैं ही हूं। विद्याओं में आत्मविद्या और परस्पर शास्त्रार्थ करने वालों का (तत्व निर्णय के लिए किया जाना वाला) वाद मैं हूं। bbox=[795, 19, 1285, 45]
sudoku-cell[interactable] bbox=[78, 1782, 112, 1816]
sudoku-cell[interactable]: 2 bbox=[112, 2048, 145, 2082]
solution-cell: 2 bbox=[87, 2175, 102, 2193]
solution-cell: 2 bbox=[157, 2253, 172, 2270]
solution-cell: 8 bbox=[140, 2156, 155, 2173]
rashi-text bbox=[350, 2044, 471, 2083]
rashi-name: कर्क : bbox=[350, 1995, 379, 2007]
table-row bbox=[644, 2192, 917, 2209]
section-header bbox=[1309, 42, 1498, 79]
